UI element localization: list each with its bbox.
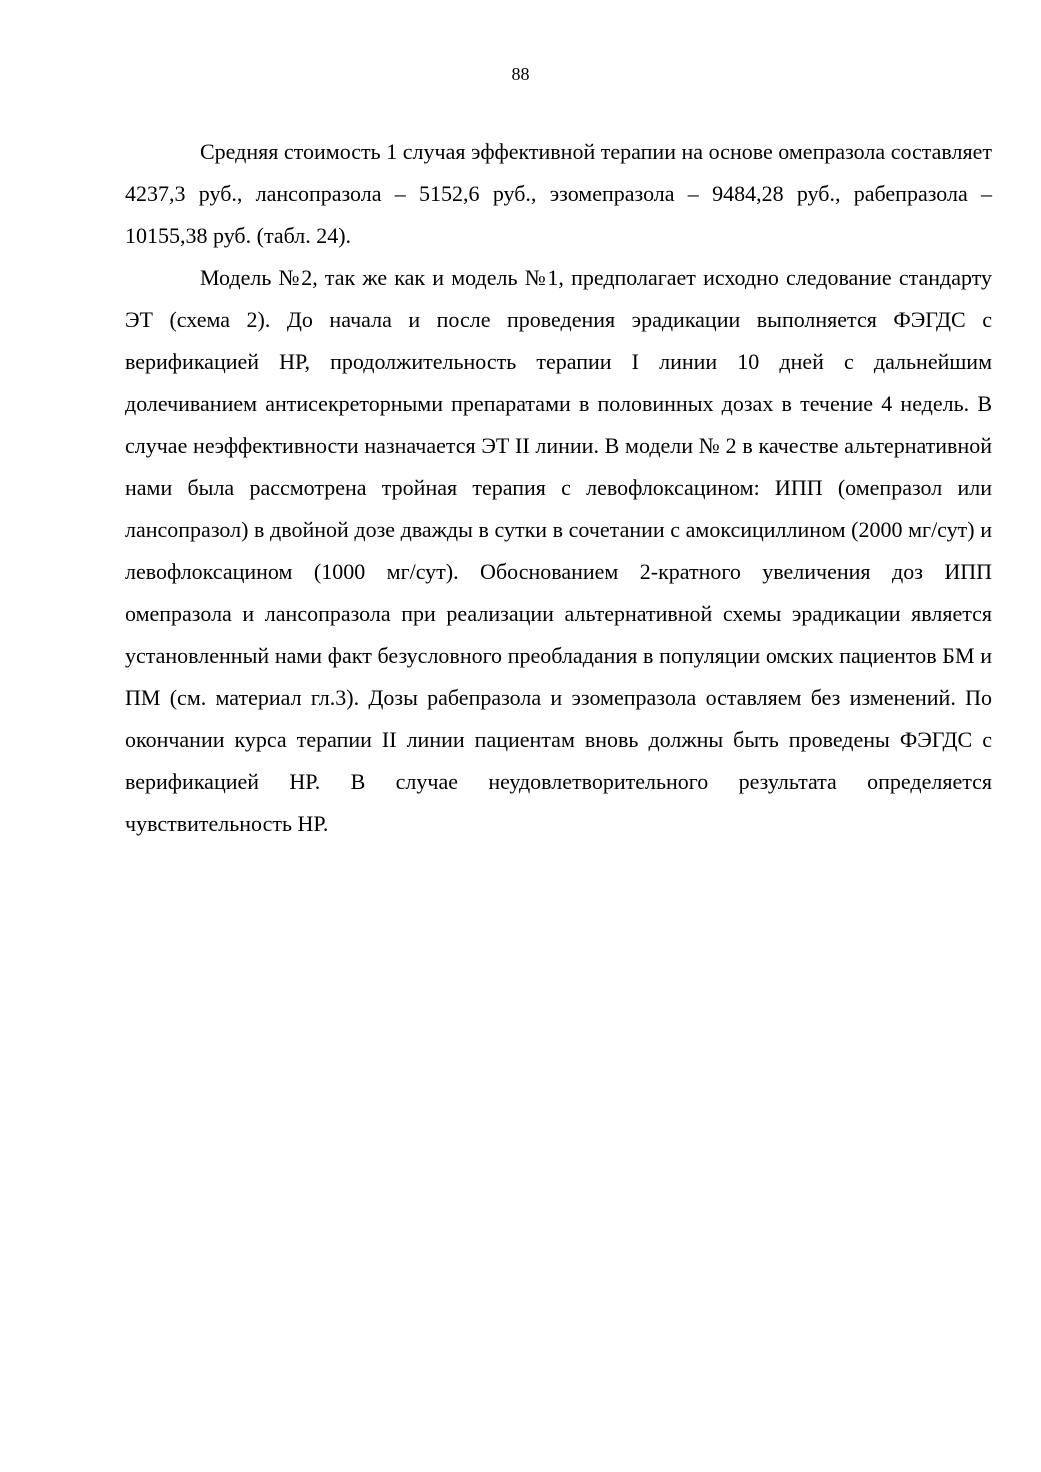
document-body	[125, 131, 992, 845]
paragraph-therapy-cost: Средняя стоимость 1 случая эффективной терапии на основе омепразола составляет 4237,3 руб., лансопразола – 5152,6 руб., эзомепразола – 9484,28 руб., рабепразола – 10155,38 руб. (табл. 24).	[125, 139, 992, 248]
paragraph-model-2: Модель №2, так же как и модель №1, предполагает исходно следование стандарту ЭТ (схема 2). До начала и после проведения эрадикации выполняется ФЭГДС с верификацией НР, продолжительность терапии I линии 10 дней с дальнейшим долечиванием антисекреторными препаратами в половинных дозах в течение 4 недель. В случае неэффективности назначается ЭТ II линии. В модели № 2 в качестве альтернативной нами была рассмотрена тройная терапия с левофлоксацином: ИПП (омепразол или лансопразол) в двойной дозе дважды в сутки в сочетании с амоксициллином (2000 мг/сут) и левофлоксацином (1000 мг/сут). Обоснованием 2-кратного увеличения доз ИПП омепразола и лансопразола при реализации альтернативной схемы эрадикации является установленный нами факт безусловного преобладания в популяции омских пациентов БМ и ПМ (см. материал гл.3). Дозы рабепразола и эзомепразола оставляем без изменений. По окончании курса терапии II линии пациентам вновь должны быть проведены ФЭГДС с верификацией НР. В случае неудовлетворительного результата определяется чувствительность НР.	[125, 265, 992, 836]
page-number: 88	[511, 64, 530, 84]
